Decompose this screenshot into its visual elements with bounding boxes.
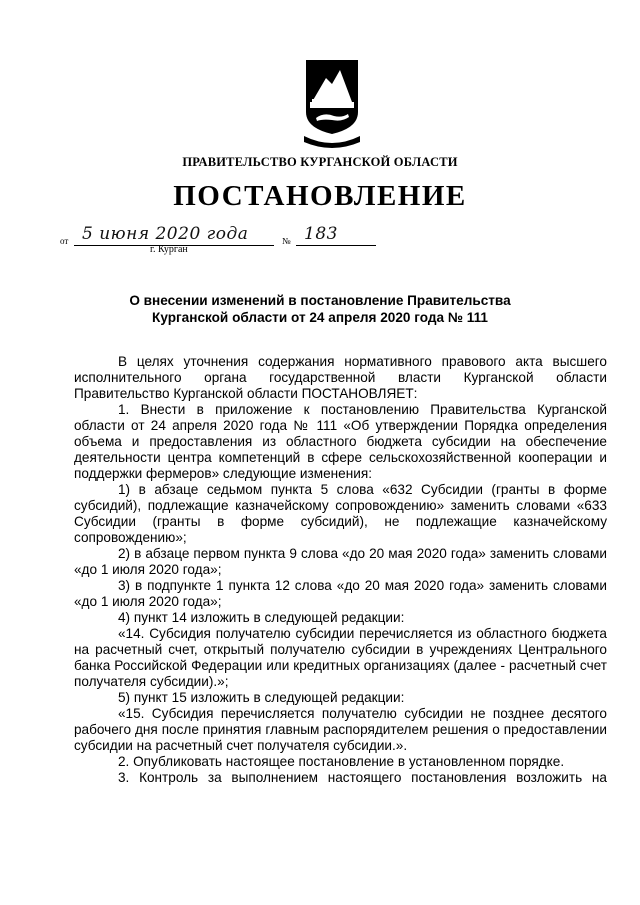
paragraph: «15. Субсидия перечисляется получателю субсидии не позднее десятого рабочего дня после принятия главным распорядителем решения о предоставлении субсидии на расчетный счет получателя субсидии.». xyxy=(74,706,607,753)
date-prefix: от xyxy=(60,236,69,246)
subject-line: Курганской области от 24 апреля 2020 года № 111 xyxy=(152,310,488,325)
paragraph: В целях уточнения содержания нормативного правового акта высшего исполнительного органа государственной власти Курганской области Правительство Курганской области ПОСТАНОВЛЯЕТ: xyxy=(74,354,607,401)
paragraph: 1. Внести в приложение к постановлению Правительства Курганской области от 24 апреля 2020 года № 111 «Об утверждении Порядка определения объема и предоставления из областного бюджета субсидии на обеспечение деятельности центра компетенций в сфере сельскохозяйственной кооперации и поддержки фермеров» следующие изменения: xyxy=(74,402,607,481)
handwritten-number: 183 xyxy=(304,224,338,244)
number-underline xyxy=(296,245,376,246)
paragraph: 3) в подпункте 1 пункта 12 слова «до 20 мая 2020 года» заменить словами «до 1 июля 2020 года»; xyxy=(74,578,607,609)
number-prefix: № xyxy=(282,236,291,246)
date-number-line xyxy=(60,224,420,260)
subject-line: О внесении изменений в постановление Правительства xyxy=(129,293,511,308)
paragraph: 5) пункт 15 изложить в следующей редакции: xyxy=(118,690,405,705)
paragraph: 1) в абзаце седьмом пункта 5 слова «632 Субсидии (гранты в форме субсидий), подлежащие казначейскому сопровождению» заменить словами «633 Субсидии (гранты в форме субсидий), не подлежащие казначейскому сопровождению»; xyxy=(74,482,607,545)
city-label: г. Курган xyxy=(150,244,188,255)
document-type: ПОСТАНОВЛЕНИЕ xyxy=(173,180,467,212)
paragraph: «14. Субсидия получателю субсидии перечисляется из областного бюджета на расчетный счет, открытый получателю субсидии в учреждениях Центрального банка Российской Федерации или кредитных организациях (далее - расчетный счет получателя субсидии).»; xyxy=(74,626,607,689)
government-title: ПРАВИТЕЛЬСТВО КУРГАНСКОЙ ОБЛАСТИ xyxy=(182,155,458,169)
paragraph: 2. Опубликовать настоящее постановление в установленном порядке. xyxy=(118,754,565,769)
paragraph: 4) пункт 14 изложить в следующей редакции: xyxy=(118,610,405,625)
paragraph: 3. Контроль за выполнением настоящего постановления возложить на xyxy=(118,770,607,785)
document-body xyxy=(74,354,607,786)
coat-of-arms-icon xyxy=(302,58,362,154)
document-subject xyxy=(90,292,550,326)
handwritten-date: 5 июня 2020 года xyxy=(82,224,249,244)
paragraph: 2) в абзаце первом пункта 9 слова «до 20 мая 2020 года» заменить словами «до 1 июля 2020 года»; xyxy=(74,546,607,577)
